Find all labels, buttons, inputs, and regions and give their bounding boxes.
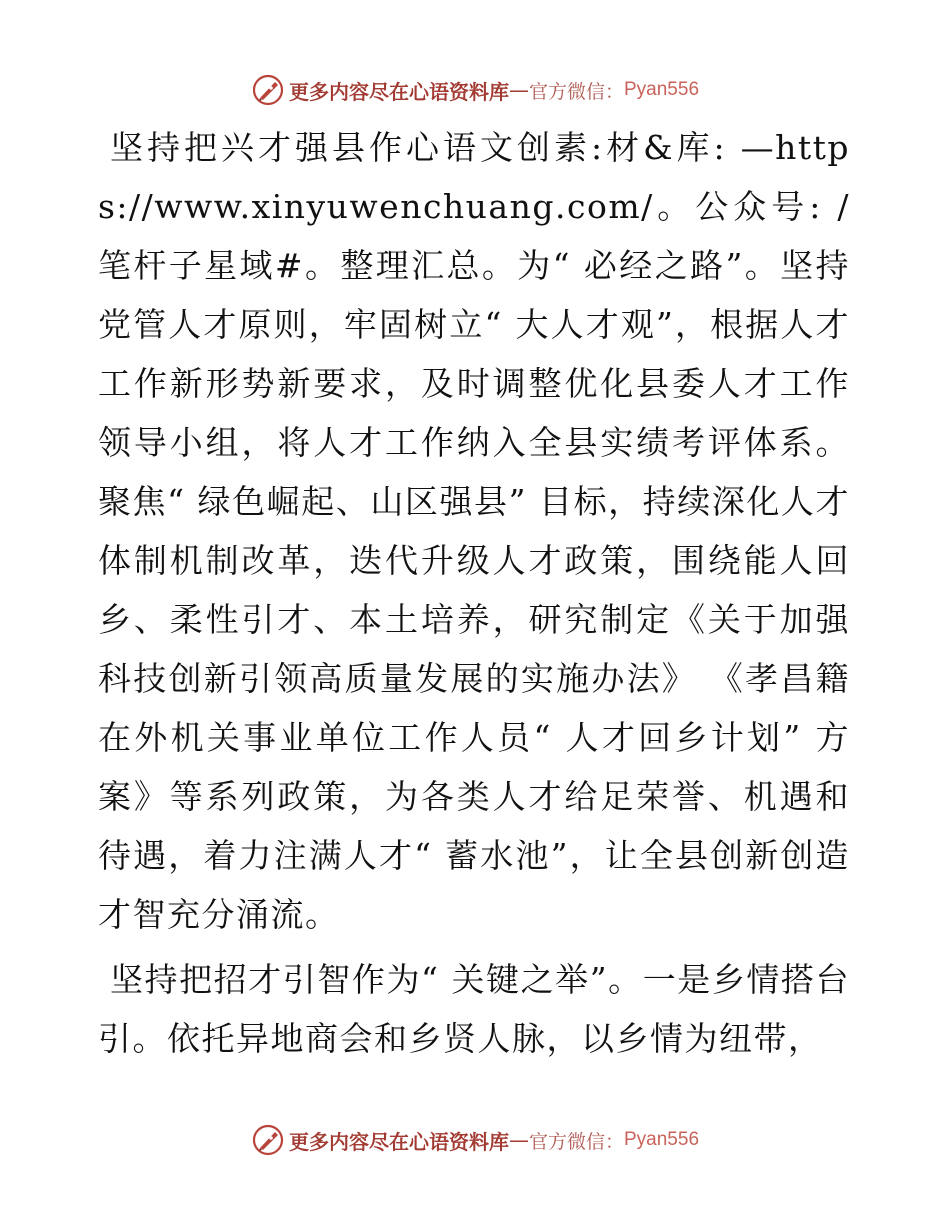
pen-nib-logo-icon: [251, 1123, 285, 1157]
footer-banner-separator: —: [508, 1128, 529, 1152]
footer-banner-text: 更多内容尽在心语资料库: [288, 1129, 509, 1154]
footer-banner: [0, 1122, 950, 1158]
header-banner-separator: —: [508, 78, 529, 102]
footer-wechat-id: Pyan556: [624, 1129, 700, 1150]
header-wechat-id: Pyan556: [624, 79, 700, 100]
header-wechat-label: 官方微信：: [528, 80, 624, 103]
pen-nib-logo-icon: [251, 73, 285, 107]
paragraph-1: 坚持把兴才强县作心语文创素:材&库: —https://www.xinyuwenchuang.com/。公众号: /笔杆子星域#。整理汇总。为“ 必经之路”。坚持党管人才原则，牢固树立“ 大人才观”，根据人才工作新形势新要求，及时调整优化县委人才工作领导小组，将人才工作纳入全县实绩考评体系。聚焦“ 绿色崛起、山区强县” 目标，持续深化人才体制机制改革，迭代升级人才政策，围绕能人回乡、柔性引才、本土培养，研究制定《关于加强科技创新引领高质量发展的实施办法》 《孝昌籍在外机关事业单位工作人员“ 人才回乡计划” 方案》等系列政策，为各类人才给足荣誉、机遇和待遇，着力注满人才“ 蓄水池”，让全县创新创造才智充分涌流。: [98, 128, 850, 934]
header-banner-text: 更多内容尽在心语资料库: [288, 79, 509, 104]
paragraph-2: 坚持把招才引智作为“ 关键之举”。一是乡情搭台引。依托异地商会和乡贤人脉，以乡情为纽带，: [98, 960, 850, 1058]
header-banner: [0, 72, 950, 108]
document-body: [98, 118, 850, 1058]
footer-wechat-label: 官方微信：: [528, 1130, 624, 1153]
